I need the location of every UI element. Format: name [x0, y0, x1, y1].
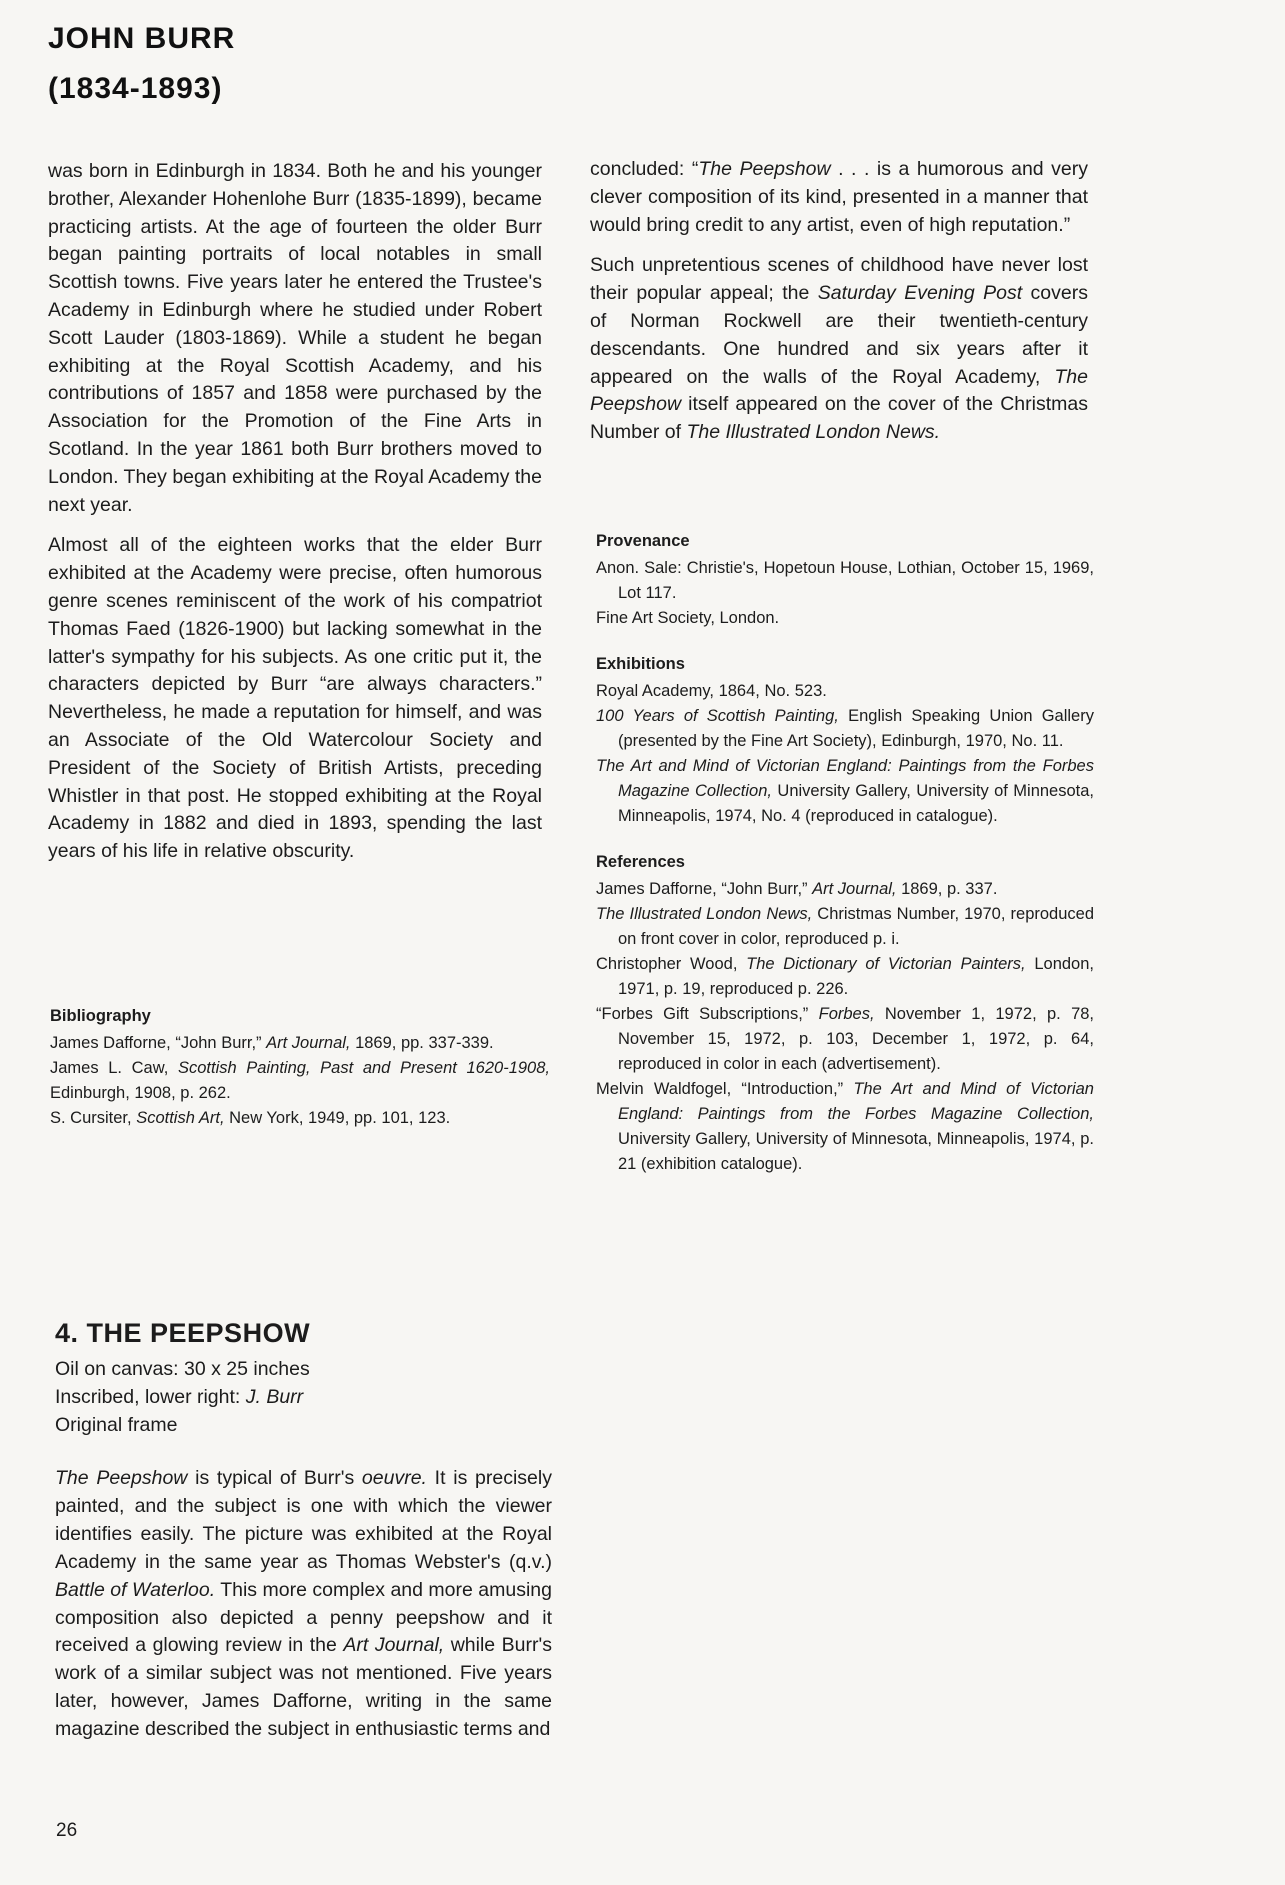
artist-dates: (1834-1893)	[48, 72, 223, 105]
bibliography-heading: Bibliography	[50, 1007, 151, 1025]
artist-name: JOHN BURR	[48, 22, 236, 55]
reference-entry: The Illustrated London News, Christmas Number, 1970, reproduced on front cover in color, reproduced p. i.	[596, 905, 1095, 948]
catalogue-medium: Oil on canvas: 30 x 25 inches	[55, 1358, 310, 1380]
provenance-entry: Anon. Sale: Christie's, Hopetoun House, Lothian, October 15, 1969, Lot 117.	[596, 559, 1094, 602]
exhibition-entry: The Art and Mind of Victorian England: Paintings from the Forbes Magazine Collection, University Gallery, University of Minnesota, Minneapolis, 1974, No. 4 (reproduced in catalogue).	[596, 757, 1095, 825]
references-section	[596, 851, 1094, 1177]
artist-header	[48, 14, 235, 114]
page-number: 26	[56, 1820, 78, 1841]
reference-entry: “Forbes Gift Subscriptions,” Forbes, November 1, 1972, p. 78, November 15, 1972, p. 103, December 1, 1972, p. 64, reproduced in color in each (advertisement).	[596, 1005, 1094, 1073]
documentation-column	[596, 530, 1094, 1199]
essay-paragraph: concluded: “The Peepshow . . . is a humorous and very clever composition of its kind, presented in a manner that would bring credit to any artist, even of high reputation.”	[590, 158, 1089, 236]
catalogue-essay: The Peepshow is typical of Burr's oeuvre. It is precisely painted, and the subject is one with which the viewer identifies easily. The picture was exhibited at the Royal Academy in the same year as Thomas Webster's (q.v.) Battle of Waterloo. This more complex and more amusing composition also depicted a penny peepshow and it received a glowing review in the Art Journal, while Burr's work of a similar subject was not mentioned. Five years later, however, James Dafforne, writing in the same magazine described the subject in enthusiastic terms and	[55, 1467, 552, 1741]
catalogue-frame: Original frame	[55, 1414, 178, 1436]
biography-paragraph: was born in Edinburgh in 1834. Both he and his younger brother, Alexander Hohenlohe Burr (1835-1899), became practicing artists. At the age of fourteen the older Burr began painting portraits of local notables in small Scottish towns. Five years later he entered the Trustee's Academy in Edinburgh where he studied under Robert Scott Lauder (1803-1869). While a student he began exhibiting at the Royal Scottish Academy, and his contributions of 1857 and 1858 were purchased by the Association for the Promotion of the Fine Arts in Scotland. In the year 1861 both Burr brothers moved to London. They began exhibiting at the Royal Academy the next year.	[48, 160, 542, 516]
catalogue-entry	[55, 1315, 552, 1439]
bibliography-entry: James L. Caw, Scottish Painting, Past and Present 1620-1908, Edinburgh, 1908, p. 262.	[50, 1059, 550, 1102]
catalogue-title: 4. THE PEEPSHOW	[55, 1318, 311, 1348]
reference-entry: James Dafforne, “John Burr,” Art Journal, 1869, p. 337.	[596, 880, 998, 898]
provenance-section	[596, 530, 1094, 631]
bibliography-entry: S. Cursiter, Scottish Art, New York, 1949, pp. 101, 123.	[50, 1109, 451, 1127]
references-heading: References	[596, 853, 685, 871]
exhibition-entry: 100 Years of Scottish Painting, English Speaking Union Gallery (presented by the Fine Art Society), Edinburgh, 1970, No. 11.	[596, 707, 1094, 750]
exhibitions-heading: Exhibitions	[596, 655, 685, 673]
biography-paragraph: Almost all of the eighteen works that the elder Burr exhibited at the Academy were precise, often humorous genre scenes reminiscent of the work of his compatriot Thomas Faed (1826-1900) but lacking somewhat in the latter's sympathy for his subjects. As one critic put it, the characters depicted by Burr “are always characters.” Nevertheless, he made a reputation for himself, and was an Associate of the Old Watercolour Society and President of the Society of British Artists, preceding Whistler in that post. He stopped exhibiting at the Royal Academy in 1882 and died in 1893, spending the last years of his life in relative obscurity.	[48, 534, 542, 863]
catalogue-inscription: Inscribed, lower right: J. Burr	[55, 1386, 304, 1408]
bibliography-section	[50, 1005, 550, 1131]
provenance-heading: Provenance	[596, 532, 690, 550]
biography-column	[48, 158, 542, 879]
exhibitions-section	[596, 653, 1094, 829]
reference-entry: Melvin Waldfogel, “Introduction,” The Art and Mind of Victorian England: Paintings from the Forbes Magazine Collection, University Gallery, University of Minnesota, Minneapolis, 1974, p. 21 (exhibition catalogue).	[596, 1080, 1094, 1173]
essay-continuation-column	[590, 156, 1088, 447]
essay-paragraph: Such unpretentious scenes of childhood have never lost their popular appeal; the Saturday Evening Post covers of Norman Rockwell are their twentieth-century descendants. One hundred and six years after it appeared on the walls of the Royal Academy, The Peepshow itself appeared on the cover of the Christmas Number of The Illustrated London News.	[590, 254, 1088, 444]
reference-entry: Christopher Wood, The Dictionary of Victorian Painters, London, 1971, p. 19, reproduced p. 226.	[596, 955, 1094, 998]
bibliography-entry: James Dafforne, “John Burr,” Art Journal, 1869, pp. 337-339.	[50, 1034, 494, 1052]
exhibition-entry: Royal Academy, 1864, No. 523.	[596, 682, 827, 700]
provenance-entry: Fine Art Society, London.	[596, 609, 780, 627]
